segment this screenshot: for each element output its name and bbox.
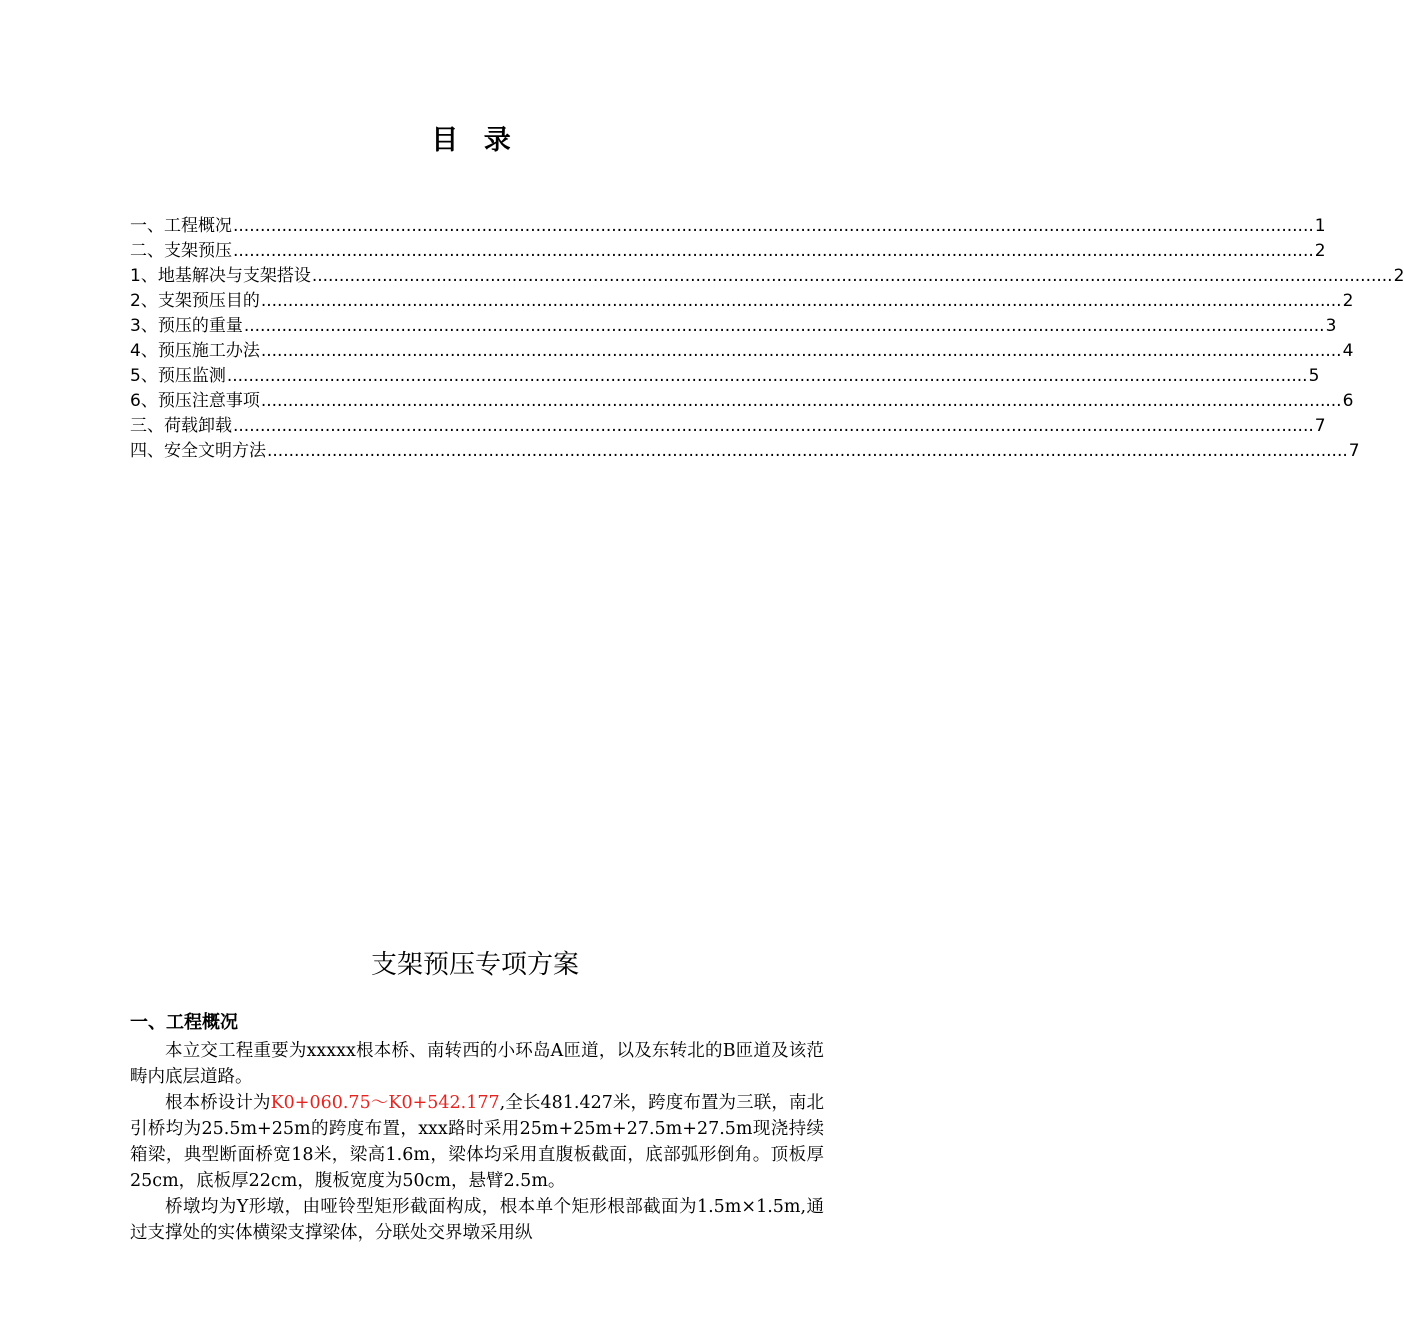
toc-leader-dots: ........................................................................................................................................................................................................ [233, 216, 1314, 236]
toc-leader-dots: ........................................................................................................................................................................................................ [243, 316, 1325, 336]
paragraph: 本立交工程重要为xxxxx根本桥、南转西的小环岛A匝道，以及东转北的B匝道及该范畴内底层道路。 [130, 1041, 824, 1087]
toc-entry-label: 二、支架预压 [130, 241, 232, 261]
toc-entry-page: 5 [1308, 366, 1320, 386]
toc-leader-dots: ........................................................................................................................................................................................................ [311, 266, 1393, 286]
section-heading: 一、工程概况 [130, 1012, 238, 1033]
toc-entry-label: 2、支架预压目的 [130, 291, 260, 311]
paragraph: 桥墩均为Y形墩，由哑铃型矩形截面构成，根本单个矩形根部截面为1.5m×1.5m,通过支撑处的实体横梁支撑梁体，分联处交界墩采用纵 [130, 1197, 824, 1243]
toc-entry-page: 7 [1348, 441, 1360, 461]
toc-entry-label: 一、工程概况 [130, 216, 232, 236]
toc-entry-page: 3 [1325, 316, 1337, 336]
toc-entry-page: 2 [1342, 291, 1354, 311]
toc-entry-page: 2 [1393, 266, 1404, 286]
paragraph-text: ,全长481.427米，跨度布置为三联，南北引桥均为25.5m+25m的跨度布置，xxx路时采用25m+25m+27.5m+27.5m现浇持续箱梁，典型断面桥宽18米，梁高1.6m，梁体均采用直腹板截面，底部弧形倒角。顶板厚25cm，底板厚22cm，腹板宽度为50cm，悬臂2.5m。 [130, 1093, 825, 1191]
toc-entry-label: 三、荷载卸载 [130, 416, 232, 436]
toc-leader-dots: ........................................................................................................................................................................................................ [226, 366, 1308, 386]
toc-entry-page: 2 [1314, 241, 1326, 261]
toc-entry[interactable] [130, 339, 1354, 364]
paragraph-text: 根本桥设计为 [165, 1093, 271, 1113]
toc-entry[interactable] [130, 314, 1337, 339]
toc-leader-dots: ........................................................................................................................................................................................................ [260, 341, 1342, 361]
toc-entry-page: 6 [1342, 391, 1354, 411]
toc-entry[interactable] [130, 389, 1354, 414]
toc-entry[interactable] [130, 264, 1404, 289]
toc-leader-dots: ........................................................................................................................................................................................................ [260, 391, 1342, 411]
toc-leader-dots: ........................................................................................................................................................................................................ [260, 291, 1342, 311]
toc-title: 目 录 [431, 125, 519, 156]
toc-entry[interactable] [130, 214, 1326, 239]
toc-entry[interactable] [130, 289, 1354, 314]
toc-entry[interactable] [130, 439, 1360, 464]
toc-entry-label: 4、预压施工办法 [130, 341, 260, 361]
toc-entry-page: 1 [1314, 216, 1326, 236]
toc-entry[interactable] [130, 414, 1326, 439]
toc-entry-label: 3、预压的重量 [130, 316, 243, 336]
document-title: 支架预压专项方案 [370, 950, 579, 980]
toc-leader-dots: ........................................................................................................................................................................................................ [233, 416, 1314, 436]
table-of-contents [130, 214, 1404, 464]
toc-entry-label: 5、预压监测 [130, 366, 226, 386]
toc-entry[interactable] [130, 239, 1326, 264]
toc-leader-dots: ........................................................................................................................................................................................................ [267, 441, 1348, 461]
highlighted-chainage: K0+060.75～K0+542.177 [270, 1093, 500, 1113]
section-body [130, 1038, 824, 1246]
toc-entry-label: 6、预压注意事项 [130, 391, 260, 411]
paragraph [130, 1090, 824, 1194]
toc-entry-page: 7 [1314, 416, 1326, 436]
toc-entry-page: 4 [1342, 341, 1354, 361]
toc-entry-label: 四、安全文明方法 [130, 441, 266, 461]
toc-entry[interactable] [130, 364, 1320, 389]
toc-leader-dots: ........................................................................................................................................................................................................ [233, 241, 1314, 261]
toc-entry-label: 1、地基解决与支架搭设 [130, 266, 311, 286]
